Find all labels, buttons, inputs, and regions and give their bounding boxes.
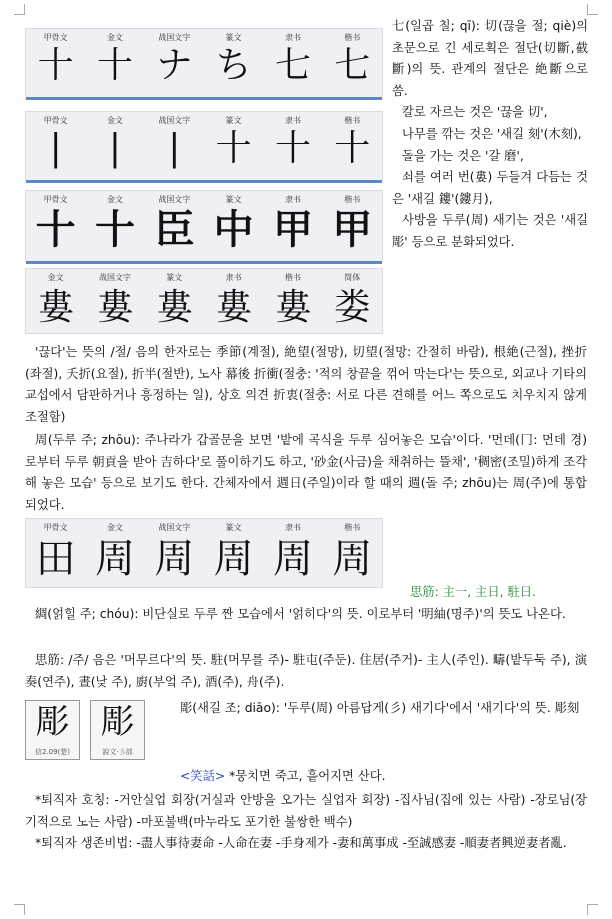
page-corner-mark [14, 904, 25, 915]
jeol-text: '끊다'는 뜻의 /절/ 음의 한자로는 季節(계절), 絶望(절망), 切望(절망: 간절히 바람), 根絶(근절), 挫折(좌절), 夭折(요절), 折半(절반), 노사 幕後 折衝(절충: '적의 창끝을 꺾어 막는다'는 뜻으로, 외교나 기타의 교섭에서 담판하거나 흥정하는 일), 상호 의견 折衷(절충: 서로 다른 견해를 어느 쪽으로도 치우치지 않게 조절함) [25, 345, 587, 424]
script-label: 楷书 [344, 523, 361, 532]
script-evolution-table-chil-2 [25, 111, 383, 181]
page-corner-mark [587, 904, 598, 915]
script-label: 甲骨文 [43, 523, 68, 532]
script-glyph: 娄 [334, 287, 371, 328]
chil-head: 七(일곱 칠; qī): 切(끊을 절; qiè)의 초문으로 긴 세로획은 절단(切斷,截斷)의 뜻. 관계의 절단은 絶斷으로 씀. [392, 19, 588, 98]
seal-caption: 信2.09(楚) [34, 748, 71, 756]
sijo-paragraph [25, 650, 587, 693]
script-glyph: 婁 [215, 287, 252, 328]
seal-image-chu [25, 700, 80, 760]
seal-glyph: 彫 [35, 702, 70, 742]
script-glyph: | [168, 128, 181, 169]
sijo-text: 思筋: /주/ 음은 '머무르다'의 뜻. 駐(머무를 주)- 駐屯(주둔). 住居(주거)- 主人(주인). 疇(밭두둑 주), 演奏(연주), 晝(낮 주), 廚(부엌 주), 酒(주), 舟(주). [25, 653, 587, 689]
script-label: 金文 [106, 33, 123, 42]
chil-definition-block [392, 16, 588, 254]
joke-text: *뭉치면 죽고, 흩어지면 산다. [229, 769, 386, 783]
script-glyph: 十 [215, 128, 252, 169]
script-label: 楷书 [284, 273, 301, 282]
retire-survival-text: *퇴직자 생존비법: -盡人事待妻命 -人命在妻 -手身제가 -妻和萬事成 -至誠感妻 -順妻者興逆妻者亂. [35, 836, 567, 851]
joke-line [180, 766, 587, 788]
script-glyph: 十 [35, 206, 76, 253]
ju-relatives-text: 思筋: 主一, 主日, 駐日. [410, 585, 536, 599]
page-corner-mark [587, 4, 598, 15]
retire-paragraph [25, 790, 587, 855]
jeol-paragraph [25, 342, 587, 428]
script-glyph: | [108, 128, 122, 169]
seal-glyph: 彫 [100, 702, 135, 742]
strip-divider [26, 97, 382, 100]
ju2-text: 綢(얽힐 주; chóu): 비단실로 두루 짠 모습에서 '얽히다'의 뜻. 이로부터 '明紬(명주)'의 뜻도 나온다. [35, 607, 566, 621]
script-glyph: 七 [274, 45, 311, 86]
script-label: 楷书 [344, 195, 361, 204]
script-glyph: 周 [272, 536, 313, 582]
jo-text: 彫(새길 조; diāo): '두루(周) 아름답게(彡) 새기다'에서 '새기다'의 뜻. 彫刻 [180, 701, 580, 715]
script-label: 战国文字 [158, 523, 191, 532]
chil-line-4: 쇠를 여러 번(婁) 두들겨 다듬는 것은 '새길 鏤'(鏤月), [392, 170, 588, 206]
chil-line-5: 사방을 두루(周) 새기는 것은 '새길 彫' 등으로 분화되었다. [392, 213, 588, 249]
strip-divider [26, 180, 382, 183]
script-glyph: 臣 [154, 206, 195, 253]
script-glyph: ち [215, 45, 252, 86]
ju2-paragraph [25, 604, 587, 626]
script-glyph: 十 [334, 128, 371, 169]
script-label: 甲骨文 [43, 116, 68, 125]
script-glyph: 婁 [96, 287, 133, 328]
script-label: 甲骨文 [43, 195, 68, 204]
ju-relatives [410, 582, 588, 604]
seal-caption: 說文·彡部 [102, 748, 133, 756]
script-glyph: 婁 [37, 287, 74, 328]
script-glyph: 十 [94, 206, 135, 253]
script-evolution-table-gap [25, 190, 383, 262]
script-glyph: 十 [96, 45, 133, 86]
script-label: 篆文 [225, 523, 242, 532]
script-evolution-table-ju [25, 518, 383, 588]
script-label: 篆文 [225, 116, 242, 125]
script-glyph: 七 [334, 45, 371, 86]
script-glyph: | [49, 128, 62, 169]
script-label: 甲骨文 [43, 33, 68, 42]
script-label: 篆文 [166, 273, 183, 282]
script-glyph: 周 [94, 536, 135, 582]
page-corner-mark [14, 4, 25, 15]
script-glyph: 甲 [332, 206, 373, 253]
script-glyph: 周 [332, 536, 373, 582]
script-label: 战国文字 [98, 273, 131, 282]
script-label: 隶书 [284, 33, 301, 42]
script-glyph: ナ [156, 45, 193, 86]
script-label: 隶书 [225, 273, 242, 282]
script-glyph: 甲 [272, 206, 313, 253]
jo-paragraph [180, 698, 587, 720]
script-label: 战国文字 [158, 195, 191, 204]
script-label: 战国文字 [158, 116, 191, 125]
script-label: 隶书 [284, 116, 301, 125]
script-glyph: 田 [35, 536, 76, 582]
script-label: 隶书 [284, 523, 301, 532]
script-evolution-table-lou [25, 268, 383, 334]
script-glyph: 周 [154, 536, 195, 582]
script-label: 楷书 [344, 116, 361, 125]
script-label: 篆文 [225, 33, 242, 42]
script-glyph: 周 [213, 536, 254, 582]
chil-line-1: 칼로 자르는 것은 '끊을 切', [402, 105, 548, 120]
script-label: 楷书 [344, 33, 361, 42]
script-label: 金文 [47, 273, 64, 282]
strip-divider [26, 261, 382, 264]
chil-line-2: 나무를 깎는 것은 '새길 刻'(木刻), [402, 126, 582, 141]
script-label: 简体 [344, 273, 361, 282]
chil-line-3: 돌을 가는 것은 '갈 磨', [402, 148, 524, 163]
ju-text: 周(두루 주; zhōu): 주나라가 갑골문을 보면 '밭에 곡식을 두루 심어놓은 모습'이다. '먼데(冂: 먼데 경)로부터 두루 朝貢을 받아 吉하다'로 풀이하기도 하고, '砂金(사금)을 채취하는 뜰채', '稠密(조밀)하게 조각해 놓은 모습' 등으로 보기도 한다. 간체자에서 週日(주일)이라 할 때의 週(돌 주; zhōu)는 周(주)에 통합되었다. [25, 433, 587, 512]
script-glyph: 十 [37, 45, 74, 86]
script-label: 金文 [106, 523, 123, 532]
script-label: 隶书 [284, 195, 301, 204]
script-evolution-table-chil [25, 28, 383, 98]
seal-image-shuowen [90, 700, 145, 760]
script-label: 金文 [106, 195, 123, 204]
script-label: 篆文 [225, 195, 242, 204]
script-glyph: 中 [213, 206, 254, 253]
script-label: 战国文字 [158, 33, 191, 42]
seal-script-images [25, 700, 145, 760]
retire-title-text: *퇴직자 호칭: -거안실업 회장(거실과 안방을 오가는 실업자 회장) -집사님(집에 있는 사람) -장로님(장기적으로 노는 사람) -마포불백(마누라도 포기한 불쌍한 백수) [25, 793, 587, 829]
script-label: 金文 [106, 116, 123, 125]
script-glyph: 十 [274, 128, 311, 169]
joke-title: <笑話> [180, 769, 226, 783]
ju-paragraph [25, 430, 587, 516]
script-glyph: 婁 [274, 287, 311, 328]
script-glyph: 婁 [156, 287, 193, 328]
